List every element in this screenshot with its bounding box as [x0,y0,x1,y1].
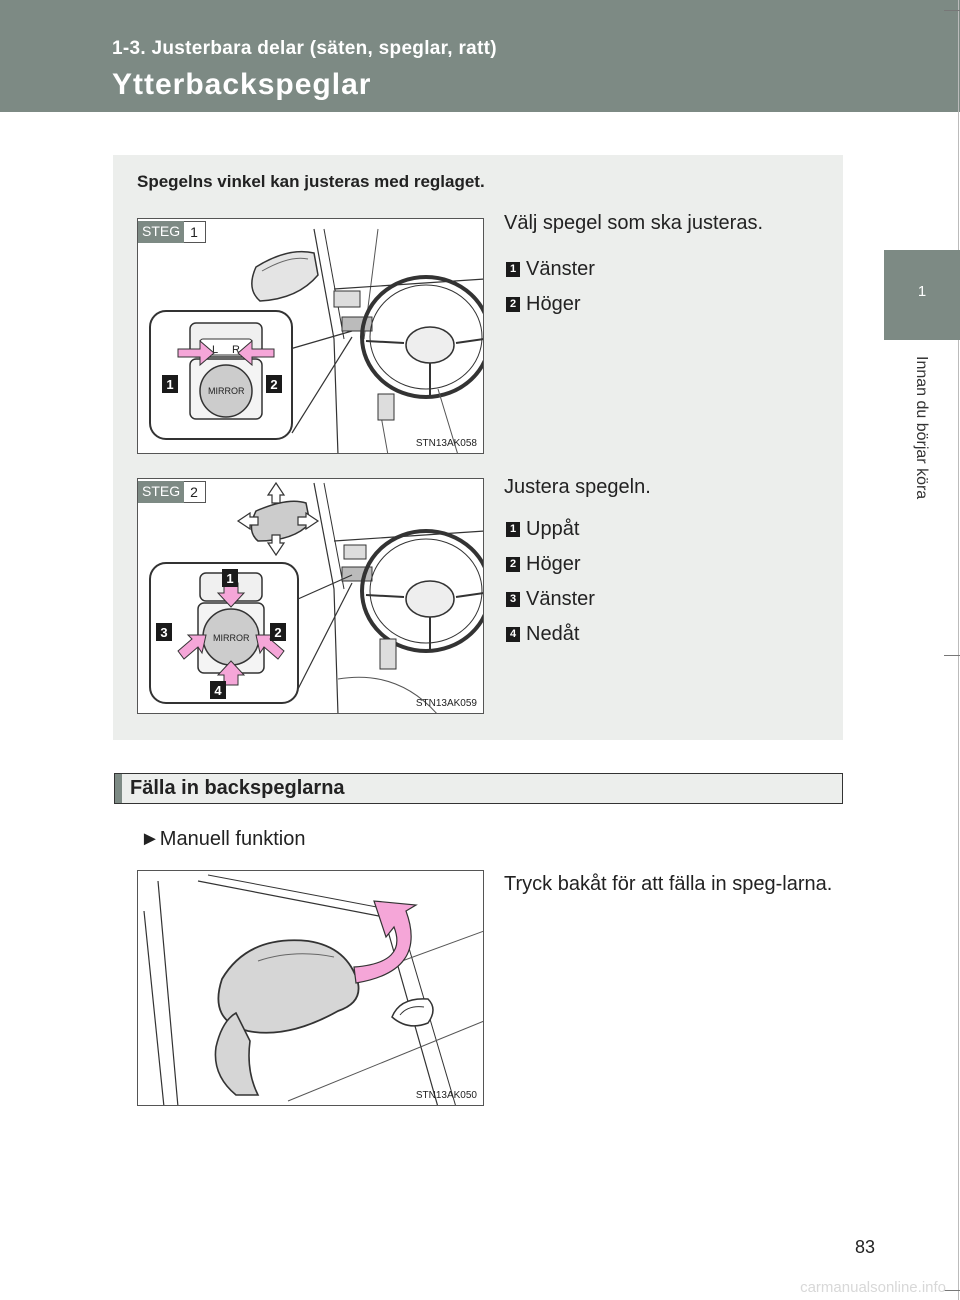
fold-instruction: Tryck bakåt för att fälla in speg-larna. [504,873,833,895]
list-item [506,623,579,646]
steg-badge [138,221,206,243]
steg-label: STEG [138,481,184,503]
list-item-label: Höger [526,293,581,315]
figure-code: STN13AK059 [415,698,477,709]
step-2-instruction: Justera spegeln. [504,476,651,498]
number-badge: 1 [506,522,520,537]
mode-label: ►Manuell funktion [140,828,306,850]
list-item-label: Nedåt [526,623,580,645]
switch-right-label: R [232,344,240,356]
figure-code: STN13AK050 [415,1090,477,1101]
callout-3: 3 [160,625,168,640]
list-item-label: Höger [526,553,581,575]
section-label: 1-3. Justerbara delar (säten, speglar, ratt) [112,38,497,59]
list-item [506,258,595,281]
steg-badge [138,481,206,503]
number-badge: 3 [506,592,520,607]
number-badge: 1 [506,262,520,277]
page-header [0,0,960,112]
page-title: Ytterbackspeglar [112,68,372,101]
figure-fold-mirror [137,870,484,1106]
chapter-title: Innan du börjar köra [913,356,930,500]
steg-label: STEG [138,221,184,243]
steg-number: 1 [184,221,206,243]
panel-intro: Spegelns vinkel kan justeras med reglaget. [137,172,485,191]
switch-left-label: L [212,344,219,356]
step-1-instruction: Välj spegel som ska justeras. [504,212,764,234]
watermark: carmanualsonline.info [800,1279,946,1296]
callout-2: 2 [270,377,278,392]
figure-code: STN13AK058 [415,438,477,449]
steg-number: 2 [184,481,206,503]
mirror-knob-label: MIRROR [208,386,245,396]
chapter-tab: 1 [884,250,960,340]
dashboard-illustration [138,219,484,454]
list-item [506,588,595,611]
callout-2: 2 [274,625,282,640]
number-badge: 2 [506,297,520,312]
section-heading: Fälla in backspeglarna [114,773,843,804]
callout-1: 1 [226,571,234,586]
crop-mark [944,10,960,11]
number-badge: 2 [506,557,520,572]
callout-4: 4 [214,683,222,698]
callout-1: 1 [166,377,174,392]
dashboard-illustration [138,479,484,714]
mirror-fold-illustration [138,871,484,1106]
list-item [506,553,580,576]
list-item-label: Vänster [526,258,595,280]
crop-mark [944,655,960,656]
arrow-up-icon [268,483,284,503]
page-number: 83 [855,1237,876,1257]
number-badge: 4 [506,627,520,642]
figure-step-2 [137,478,484,714]
list-item [506,293,580,316]
figure-step-1 [137,218,484,454]
mirror-knob-label: MIRROR [213,633,250,643]
list-item-label: Vänster [526,588,595,610]
page-edge-line [958,0,959,1300]
crop-mark [944,1290,960,1291]
list-item [506,518,579,541]
list-item-label: Uppåt [526,518,580,540]
